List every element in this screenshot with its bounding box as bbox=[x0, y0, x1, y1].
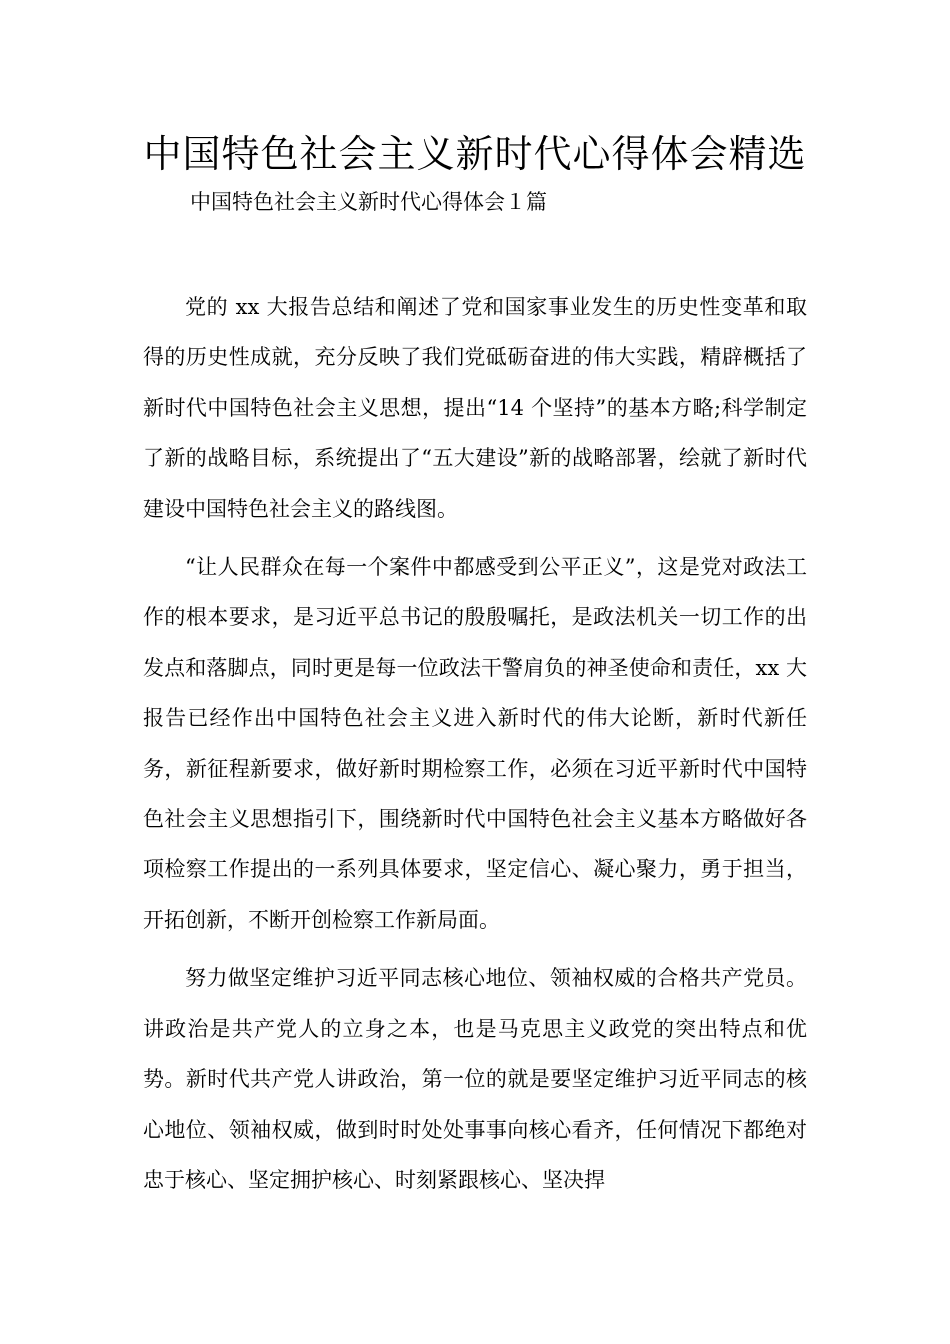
paragraph-3: 努力做坚定维护习近平同志核心地位、领袖权威的合格共产党员。讲政治是共产党人的立身之本，也是马克思主义政党的突出特点和优势。新时代共产党人讲政治，第一位的就是要坚定维护习近平同志的核心地位、领袖权威，做到时时处处事事向核心看齐，任何情况下都绝对忠于核心、坚定拥护核心、时刻紧跟核心、坚决捍 bbox=[143, 966, 807, 1192]
paragraph-1: 党的 xx 大报告总结和阐述了党和国家事业发生的历史性变革和取得的历史性成就，充分反映了我们党砥砺奋进的伟大实践，精辟概括了新时代中国特色社会主义思想，提出“14 个坚持”的基本方略;科学制定了新的战略目标，系统提出了“五大建设”新的战略部署，绘就了新时代建设中国特色社会主义的路线图。 bbox=[143, 295, 807, 521]
document-title: 中国特色社会主义新时代心得体会精选 bbox=[143, 132, 807, 176]
paragraph-2: “让人民群众在每一个案件中都感受到公平正义”，这是党对政法工作的根本要求，是习近平总书记的殷殷嘱托，是政法机关一切工作的出发点和落脚点，同时更是每一位政法干警肩负的神圣使命和责任，xx 大报告已经作出中国特色社会主义进入新时代的伟大论断，新时代新任务，新征程新要求，做好新时期检察工作，必须在习近平新时代中国特色社会主义思想指引下，围绕新时代中国特色社会主义基本方略做好各项检察工作提出的一系列具体要求，坚定信心、凝心聚力，勇于担当，开拓创新，不断开创检察工作新局面。 bbox=[143, 555, 807, 932]
document-body bbox=[143, 282, 807, 1213]
document-subtitle: 中国特色社会主义新时代心得体会１篇 bbox=[190, 190, 547, 214]
